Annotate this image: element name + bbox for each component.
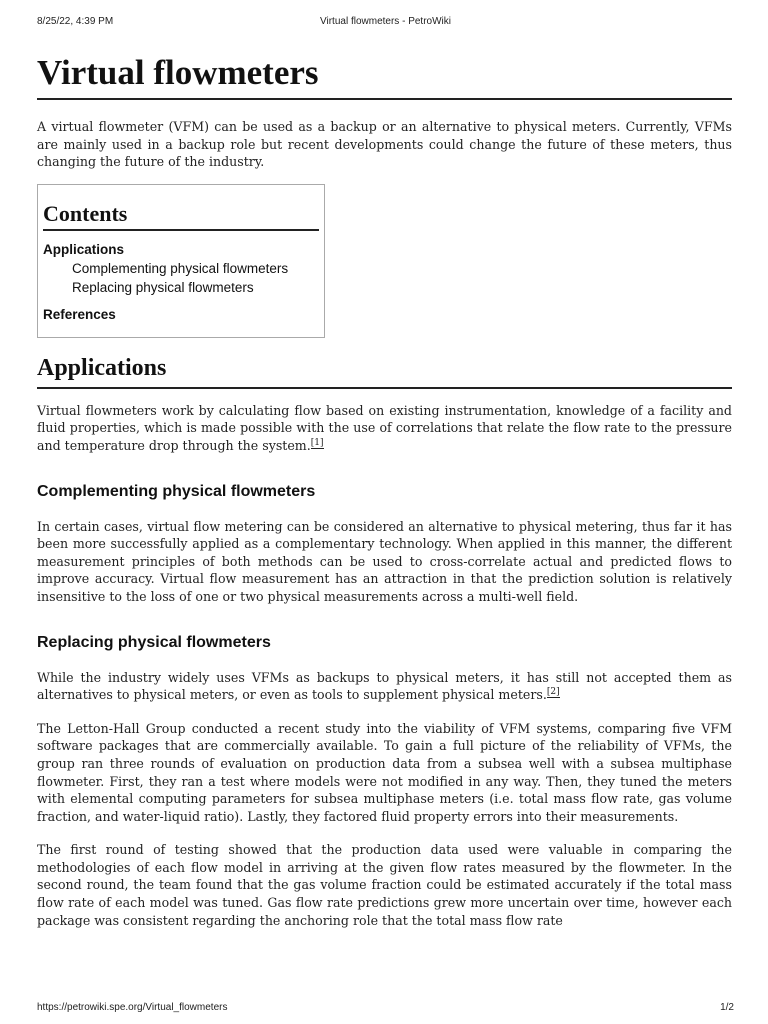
toc-item-references[interactable]: References <box>43 306 116 322</box>
applications-paragraph <box>37 402 732 455</box>
article-content <box>37 50 732 929</box>
toc-item-applications[interactable]: Applications <box>43 241 125 257</box>
reference-link-1[interactable]: [1] <box>310 437 324 448</box>
replacing-paragraph-3: The first round of testing showed that the production data used were valuable in comparing the methodologies of each flow model in arriving at the given flow rates measured by the flowmeter. In the second round, the team found that the gas volume fraction could be estimated accurately if the total mass flow rate of each model was tuned. Gas flow rate predictions grew more uncertain over time, however each package was consistent regarding the anchoring role that the total mass flow rate <box>37 842 732 928</box>
table-of-contents <box>37 184 325 338</box>
subheading-replacing: Replacing physical flowmeters <box>37 633 271 651</box>
reference-link-2[interactable]: [2] <box>546 686 560 697</box>
replacing-text-1: While the industry widely uses VFMs as backups to physical meters, it has still not accepted them as alternatives to physical meters, or even as tools to supplement physical meters. <box>37 669 732 703</box>
print-site-title: Virtual flowmeters - PetroWiki <box>320 16 451 27</box>
print-url: https://petrowiki.spe.org/Virtual_flowmeters <box>37 1002 228 1013</box>
toc-item-complementing[interactable]: Complementing physical flowmeters <box>72 260 289 276</box>
subheading-complementing: Complementing physical flowmeters <box>37 482 316 500</box>
page-number: 1/2 <box>720 1002 734 1013</box>
section-heading-applications: Applications <box>37 352 732 389</box>
intro-paragraph: A virtual flowmeter (VFM) can be used as a backup or an alternative to physical meters. Currently, VFMs are mainly used in a backup role but recent developments could change the future of these meters, thus changing the future of the industry. <box>37 119 732 170</box>
replacing-paragraph-1 <box>37 669 732 704</box>
print-datetime: 8/25/22, 4:39 PM <box>37 16 114 27</box>
toc-item-replacing[interactable]: Replacing physical flowmeters <box>72 280 254 296</box>
toc-title: Contents <box>43 201 319 231</box>
complementing-paragraph: In certain cases, virtual flow metering can be considered an alternative to physical metering, thus far it has been more successfully applied as a complementary technology. When applied in this manner, the different measurement principles of both methods can be used to cross-correlate actual and predicted flows to improve accuracy. Virtual flow measurement has an attraction in that the prediction solution is relatively insensitive to the loss of one or two physical measurements across a multi-well field. <box>37 518 732 604</box>
applications-text: Virtual flowmeters work by calculating flow based on existing instrumentation, knowledge of a facility and fluid properties, which is made possible with the use of correlations that relate the flow rate to the pressure and temperature drop through the system. <box>37 402 732 453</box>
print-footer <box>37 999 734 1013</box>
page-title: Virtual flowmeters <box>37 52 732 100</box>
print-header <box>37 16 734 30</box>
replacing-paragraph-2: The Letton-Hall Group conducted a recent study into the viability of VFM systems, comparing five VFM software packages that are commercially available. To gain a full picture of the reliability of VFMs, the group ran three rounds of evaluation on production data from a subsea well with a subsea multiphase flowmeter. First, they ran a test where models were not modified in any way. Then, they tuned the meters with elemental computing parameters for subsea multiphase meters (i.e. total mass flow rate, gas volume fraction, and water-liquid ratio). Lastly, they factored fluid property errors into their measurements. <box>37 720 732 824</box>
